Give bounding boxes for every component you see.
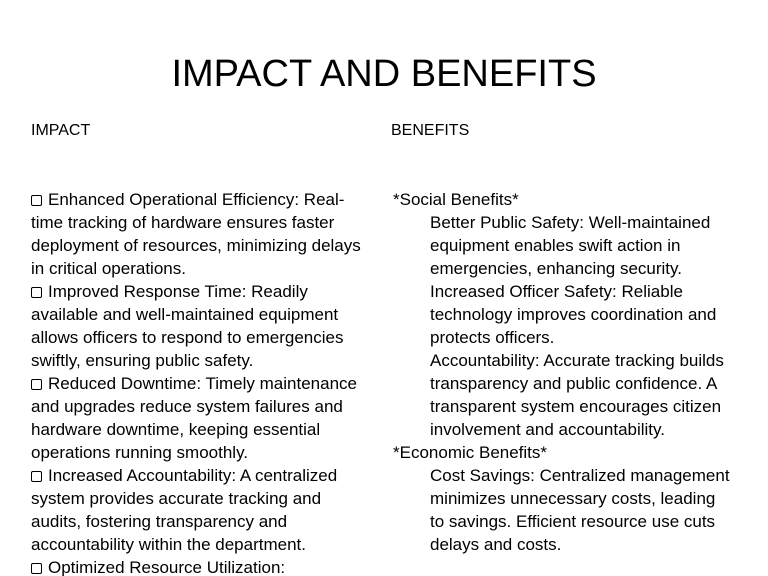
slide-title: IMPACT AND BENEFITS (171, 53, 597, 95)
impact-item: Improved Response Time: Readily available and well-maintained equipment allows officers to respond to emergencies swiftly, ensuring public safety. (31, 282, 344, 370)
economic-benefit-item: Cost Savings: Centralized management minimizes unnecessary costs, leading to savings. Efficient resource use cuts delays and costs. (430, 466, 730, 554)
benefits-heading: BENEFITS (391, 122, 470, 139)
benefits-list (393, 188, 733, 556)
impact-item: Optimized Resource Utilization: (31, 556, 363, 576)
checkbox-bullet-icon (31, 195, 42, 206)
impact-heading: IMPACT (31, 122, 91, 139)
impact-item: Enhanced Operational Efficiency: Real-time tracking of hardware ensures faster deployment of resources, minimizing delays in critical operations. (31, 190, 361, 278)
impact-list (31, 188, 363, 576)
checkbox-bullet-icon (31, 471, 42, 482)
social-benefit-item: Better Public Safety: Well-maintained equipment enables swift action in emergencies, enhancing security. (430, 213, 711, 278)
social-benefit-item: Accountability: Accurate tracking builds transparency and public confidence. A transparent system encourages citizen involvement and accountability. (430, 351, 724, 439)
checkbox-bullet-icon (31, 287, 42, 298)
checkbox-bullet-icon (31, 563, 42, 574)
social-benefit-item: Increased Officer Safety: Reliable technology improves coordination and protects officers. (430, 282, 717, 347)
economic-benefits-label: *Economic Benefits* (393, 443, 548, 462)
impact-item: Reduced Downtime: Timely maintenance and upgrades reduce system failures and hardware downtime, keeping essential operations running smoothly. (31, 374, 357, 462)
impact-item: Increased Accountability: A centralized system provides accurate tracking and audits, fostering transparency and accountability within the department. (31, 466, 338, 554)
social-benefits-label: *Social Benefits* (393, 190, 519, 209)
checkbox-bullet-icon (31, 379, 42, 390)
